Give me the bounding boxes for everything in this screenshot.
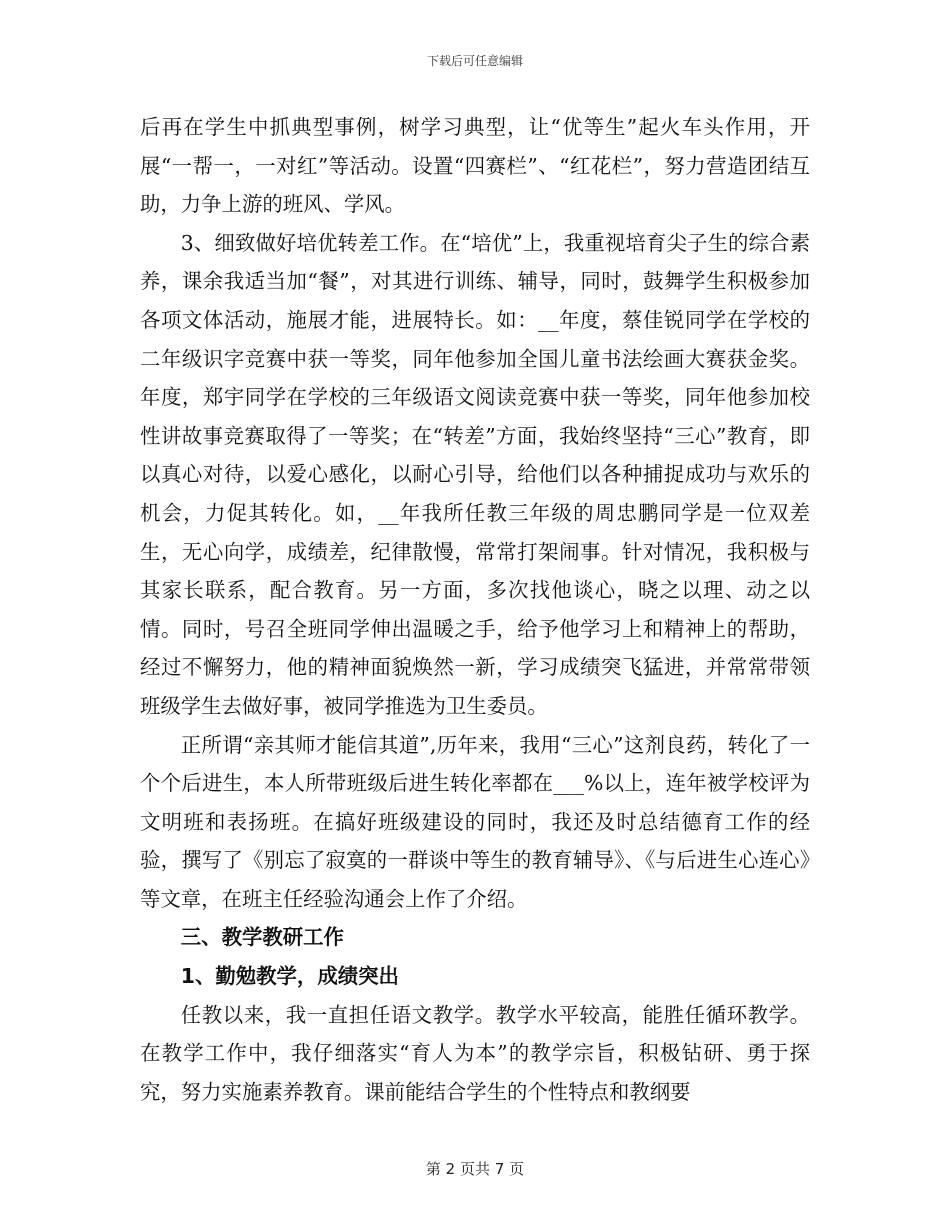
paragraph-continuation: 后再在学生中抓典型事例，树学习典型，让“优等生”起火车头作用，开展“一帮一，一对红”等活动。设置“四赛栏”、“红花栏”，努力营造团结互助，力争上游的班风、学风。 — [140, 115, 810, 217]
subsection-heading: 1、勤勉教学，成绩突出 — [180, 964, 399, 989]
document-body — [140, 108, 810, 1111]
page-footer: 第 2 页共 7 页 — [425, 1160, 525, 1178]
section-heading: 三、教学教研工作 — [180, 925, 344, 950]
page-header: 下载后可任意编辑 — [426, 54, 523, 68]
paragraph-three-hearts: 正所谓“亲其师才能信其道”,历年来，我用“三心”这剂良药，转化了一个个后进生，本人所带班级后进生转化率都在___%以上，连年被学校评为文明班和表扬班。在搞好班级建设的同时，我还及时总结德育工作的经验，撰写了《别忘了寂寞的一群谈中等生的教育辅导》、《与后进生心连心》等文章，在班主任经验沟通会上作了介绍。 — [140, 732, 810, 911]
paragraph-peiyou-zhuancha: 3、细致做好培优转差工作。在“培优”上，我重视培育尖子生的综合素养，课余我适当加“餐”，对其进行训练、辅导，同时，鼓舞学生积极参加各项文体活动，施展才能，进展特长。如：__年度，蔡佳锐同学在学校的二年级识字竞赛中获一等奖，同年他参加全国儿童书法绘画大赛获金奖。年度，郑宇同学在学校的三年级语文阅读竞赛中获一等奖，同年他参加校性讲故事竞赛取得了一等奖；在“转差”方面，我始终坚持“三心”教育，即以真心对待，以爱心感化，以耐心引导，给他们以各种捕捉成功与欢乐的机会，力促其转化。如，__年我所任教三年级的周忠鹏同学是一位双差生，无心向学，成绩差，纪律散慢，常常打架闹事。针对情况，我积极与其家长联系，配合教育。另一方面，多次找他谈心，晓之以理、动之以情。同时，号召全班同学伸出温暖之手，给予他学习上和精神上的帮助，经过不懈努力，他的精神面貌焕然一新，学习成绩突飞猛进，并常常带领班级学生去做好事，被同学推选为卫生委员。 — [140, 230, 810, 718]
paragraph-teaching: 任教以来，我一直担任语文教学。教学水平较高，能胜任循环教学。在教学工作中，我仔细落实“育人为本”的教学宗旨，积极钻研、勇于探究，努力实施素养教育。课前能结合学生的个性特点和教纲要 — [140, 1002, 810, 1104]
